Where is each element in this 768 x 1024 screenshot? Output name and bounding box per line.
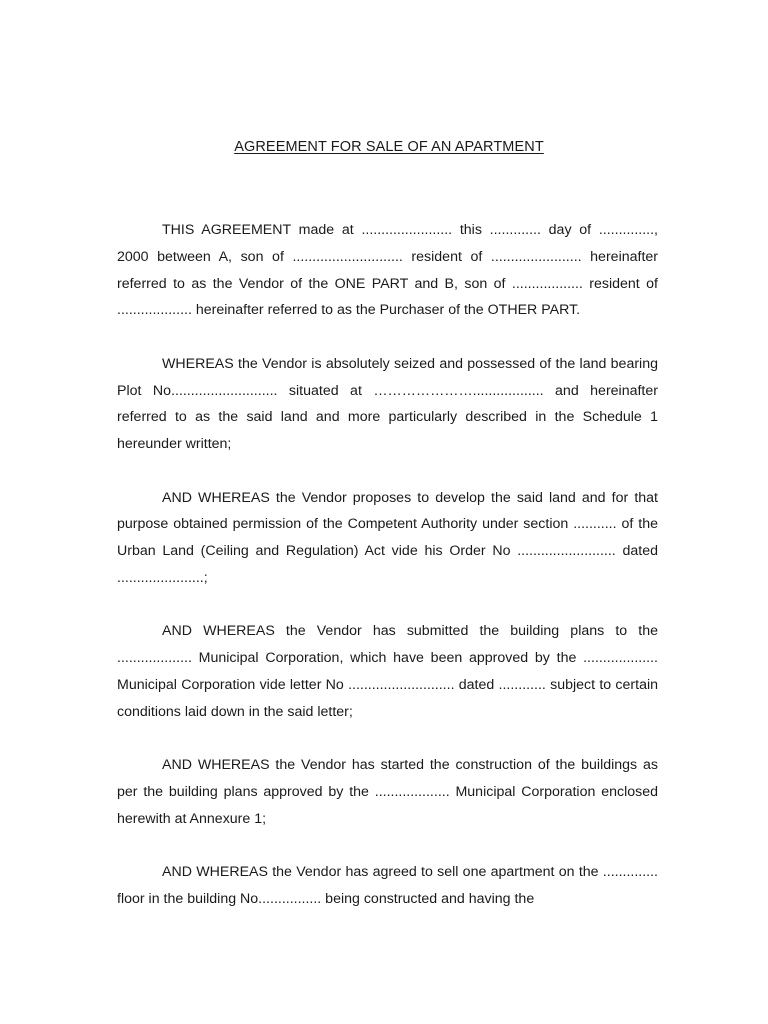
paragraph-whereas-construction: AND WHEREAS the Vendor has started the construction of the buildings as per the building plans approved by the ................... Municipal Corporation enclosed herewith at Annexure 1; (117, 757, 658, 827)
paragraph-whereas-sale: AND WHEREAS the Vendor has agreed to sell one apartment on the .............. floor in the building No................ being constructed and having the (117, 864, 658, 907)
paragraph-whereas-building-plans: AND WHEREAS the Vendor has submitted the building plans to the ................... Municipal Corporation, which have been approved by the ................... Municipal Corporation vide letter No ........................... dated ............ subject to certain conditions laid down in the said letter; (117, 623, 658, 720)
paragraph-whereas-land: WHEREAS the Vendor is absolutely seized and possessed of the land bearing Plot No........................... situated at ………………….................. and hereinafter referred to as the said land and more particularly described in the Schedule 1 hereunder written; (117, 355, 658, 452)
document-title: AGREEMENT FOR SALE OF AN APARTMENT (234, 139, 544, 155)
paragraph-whereas-permission: AND WHEREAS the Vendor proposes to develop the said land and for that purpose obtained permission of the Competent Authority under section ........... of the Urban Land (Ceiling and Regulation) Act vide his Order No ......................... dated ......................; (117, 489, 658, 586)
document-body (117, 217, 658, 939)
paragraph-agreement-parties: THIS AGREEMENT made at ....................... this ............. day of .............., 2000 between A, son of ............................ resident of ....................... hereinafter referred to as the Vendor of the ONE PART and B, son of .................. resident of ................... hereinafter referred to as the Purchaser of the OTHER PART. (117, 222, 658, 319)
